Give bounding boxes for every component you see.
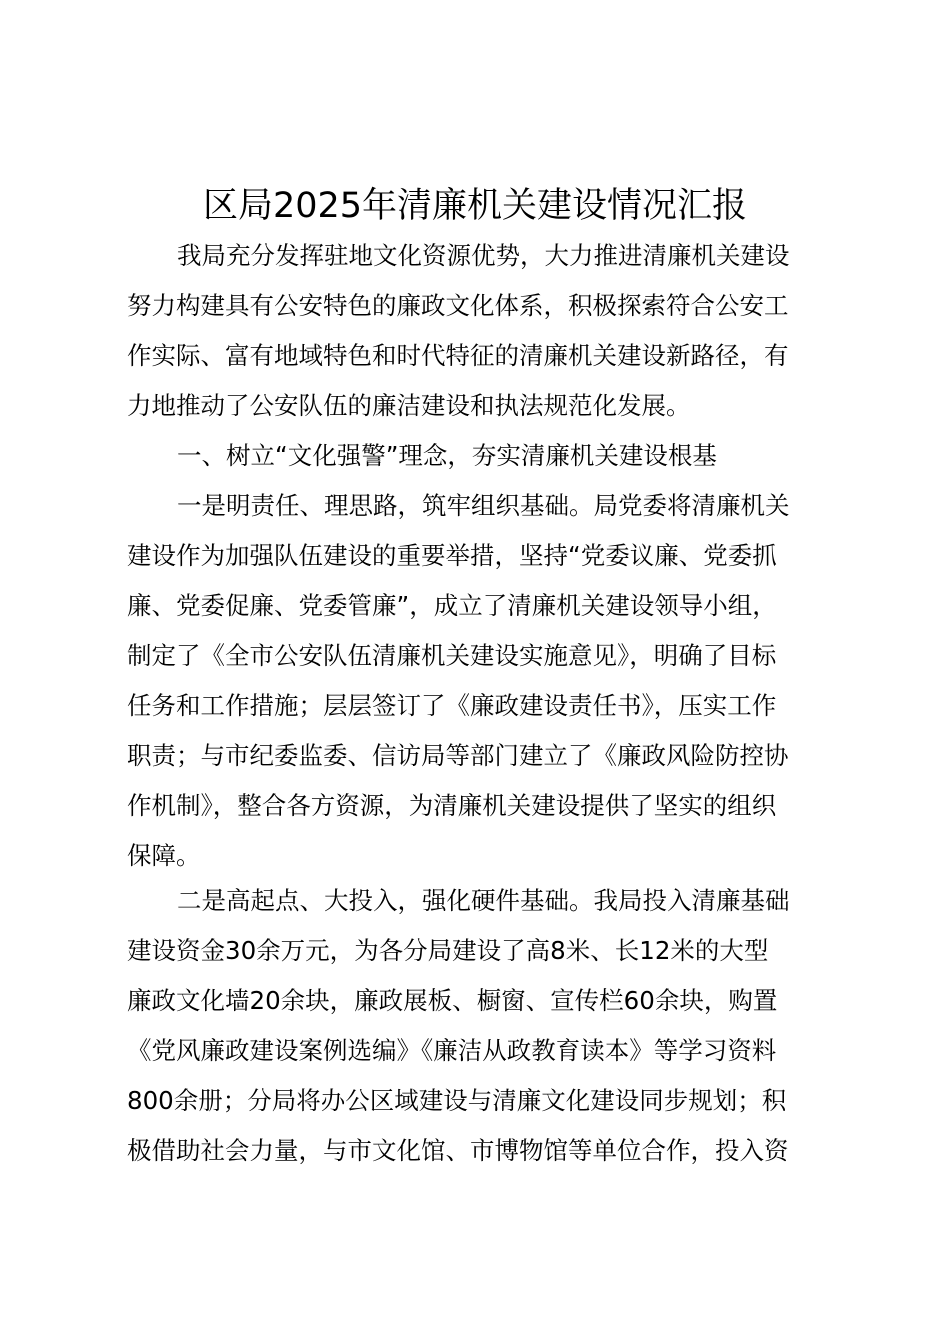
document-title: 区局2025年清廉机关建设情况汇报 [202, 186, 748, 226]
paragraph-line: 力地推动了公安队伍的廉洁建设和执法规范化发展。 [127, 391, 691, 420]
paragraph-line: 800余册；分局将办公区域建设与清廉文化建设同步规划；积 [127, 1086, 787, 1115]
paragraph-line: 廉政文化墙20余块，廉政展板、橱窗、宣传栏60余块，购置 [127, 986, 778, 1015]
section-heading: 一、树立“文化强警”理念，夯实清廉机关建设根基 [177, 441, 717, 470]
paragraph-line: 廉、党委促廉、党委管廉”，成立了清廉机关建设领导小组， [127, 591, 777, 620]
paragraph-line: 极借助社会力量，与市文化馆、市博物馆等单位合作，投入资 [127, 1136, 789, 1165]
paragraph-line: 一是明责任、理思路，筑牢组织基础。局党委将清廉机关 [177, 491, 790, 520]
paragraph-line: 建设资金30余万元，为各分局建设了高8米、长12米的大型 [127, 936, 769, 965]
paragraph-line: 制定了《全市公安队伍清廉机关建设实施意见》，明确了目标 [127, 641, 777, 670]
body-block-1 [127, 231, 847, 881]
paragraph-line: 职责；与市纪委监委、信访局等部门建立了《廉政风险防控协 [127, 741, 789, 770]
paragraph-line: 建设作为加强队伍建设的重要举措，坚持“党委议廉、党委抓 [127, 541, 777, 570]
paragraph-line: 作实际、富有地域特色和时代特征的清廉机关建设新路径，有 [127, 341, 789, 370]
paragraph-line: 努力构建具有公安特色的廉政文化体系，积极探索符合公安工 [127, 291, 789, 320]
paragraph-line: 二是高起点、大投入，强化硬件基础。我局投入清廉基础 [177, 886, 790, 915]
paragraph-line: 《党风廉政建设案例选编》《廉洁从政教育读本》等学习资料 [127, 1036, 777, 1065]
paragraph-line: 保障。 [127, 841, 201, 870]
paragraph-line: 任务和工作措施；层层签订了《廉政建设责任书》，压实工作 [127, 691, 777, 720]
paragraph-line: 我局充分发挥驻地文化资源优势，大力推进清廉机关建设 [177, 241, 790, 270]
paragraph-line: 作机制》，整合各方资源，为清廉机关建设提供了坚实的组织 [127, 791, 777, 820]
body-block-2 [127, 876, 847, 1176]
